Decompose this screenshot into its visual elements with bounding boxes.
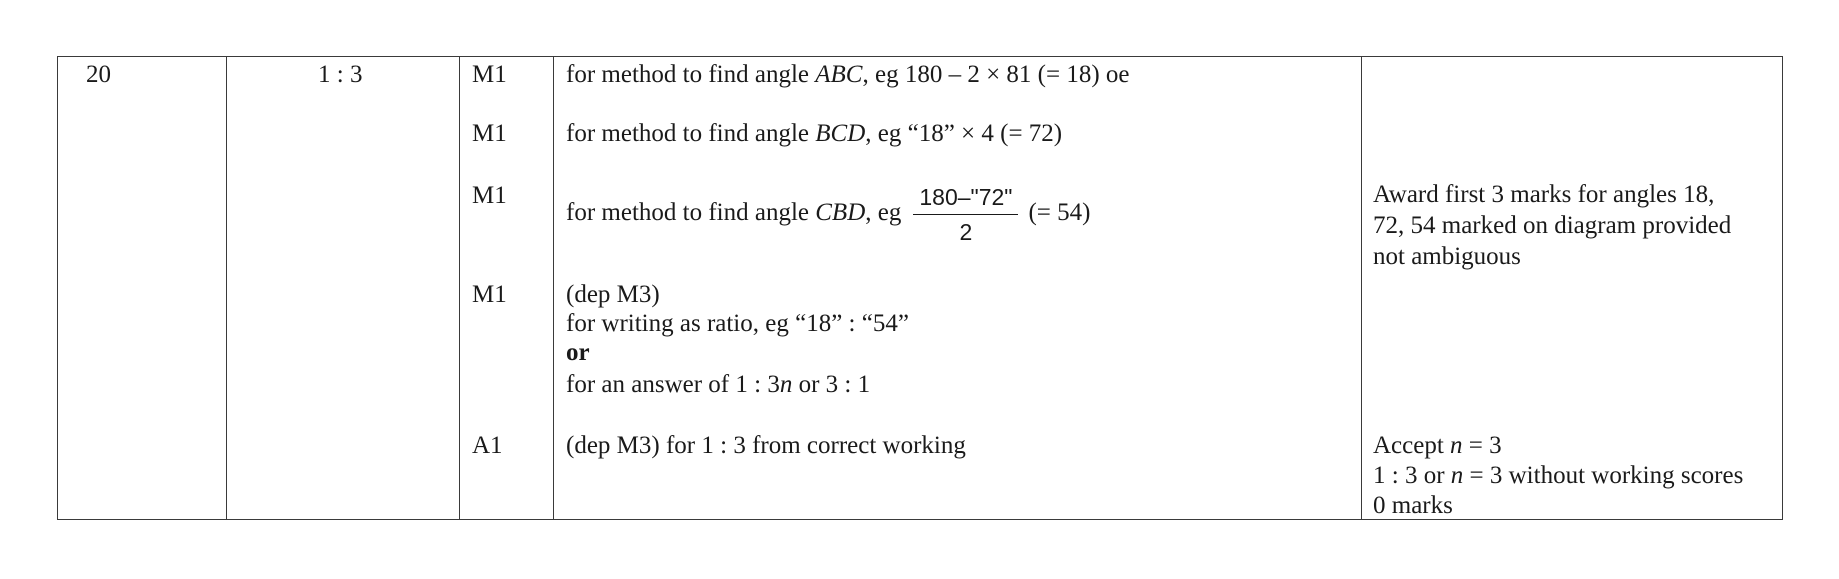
mark-guidance: for method to find angle ABC, eg 180 – 2 × 81 (= 18) oe [566,61,1130,88]
mark-guidance: for method to find angle CBD, eg $\frac{180-"72"}{2}$ (= 54) [566,184,1091,245]
column-divider [553,56,554,520]
note-line: Accept n = 3 [1373,432,1502,459]
fraction: $\frac{180-"72"}{2}$ [913,184,1018,245]
note-line: 72, 54 marked on diagram provided [1373,212,1732,239]
mark-code: M1 [472,61,507,88]
column-divider [226,56,227,520]
column-divider [459,56,460,520]
mark-guidance-line: (dep M3) [566,281,660,308]
note-line: 0 marks [1373,492,1453,519]
mark-guidance-line: for an answer of 1 : 3n or 3 : 1 [566,371,871,398]
mark-guidance-or: or [566,339,590,366]
note-line: not ambiguous [1373,243,1521,270]
mark-code: M1 [472,281,507,308]
mark-code: M1 [472,182,507,209]
mark-code: M1 [472,120,507,147]
note-line: 1 : 3 or n = 3 without working scores [1373,462,1744,489]
note-line: Award first 3 marks for angles 18, [1373,181,1715,208]
question-number: 20 [86,61,111,88]
mark-guidance: (dep M3) for 1 : 3 from correct working [566,432,966,459]
mark-guidance: for method to find angle BCD, eg “18” × 4 (= 72) [566,120,1063,147]
mark-code: A1 [472,432,503,459]
column-divider [1361,56,1362,520]
answer-cell: 1 : 3 [318,61,363,88]
mark-guidance-line: for writing as ratio, eg “18” : “54” [566,310,909,337]
